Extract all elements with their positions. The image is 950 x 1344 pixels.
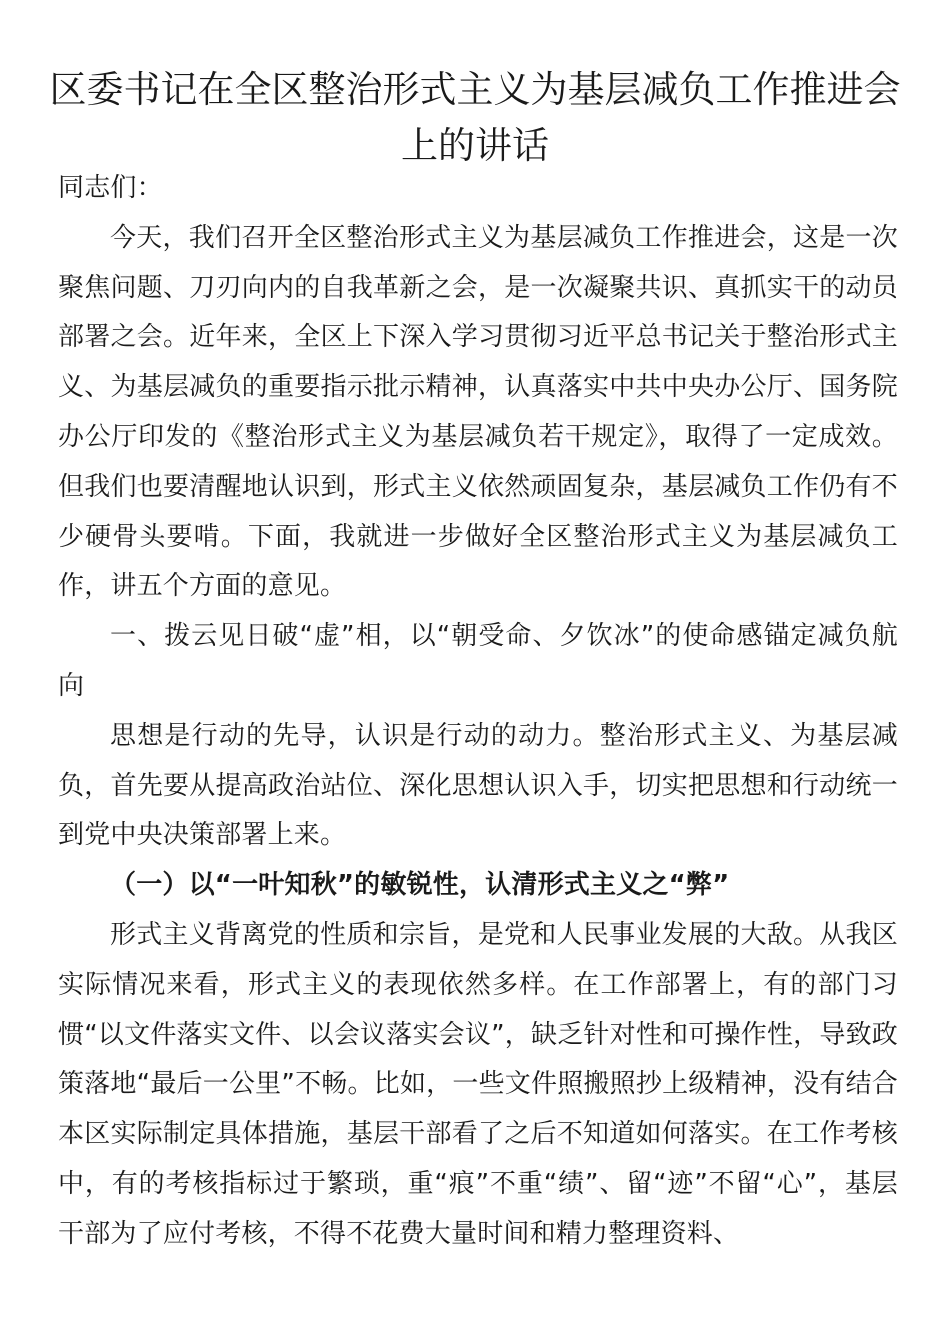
document-title: 区委书记在全区整治形式主义为基层减负工作推进会上的讲话 [49,68,901,167]
subsection-heading-1: （一）以“一叶知秋”的敏锐性，认清形式主义之“弊” [110,870,730,901]
paragraph-section-1: 思想是行动的先导，认识是行动的动力。整治形式主义、为基层减负，首先要从提高政治站位、深化思想认识入手，切实把思想和行动统一到党中央决策部署上来。 [58,720,898,851]
document-body [58,164,898,1260]
section-heading-1: 一、拨云见日破“虚”相，以“朝受命、夕饮冰”的使命感锚定减负航向 [58,621,898,701]
paragraph-intro: 今天，我们召开全区整治形式主义为基层减负工作推进会，这是一次聚焦问题、刀刃向内的自我革新之会，是一次凝聚共识、真抓实干的动员部署之会。近年来，全区上下深入学习贯彻习近平总书记关于整治形式主义、为基层减负的重要指示批示精神，认真落实中共中央办公厅、国务院办公厅印发的《整治形式主义为基层减负若干规定》，取得了一定成效。但我们也要清醒地认识到，形式主义依然顽固复杂，基层减负工作仍有不少硬骨头要啃。下面，我就进一步做好全区整治形式主义为基层减负工作，讲五个方面的意见。 [58,222,898,602]
paragraph-subsection-1: 形式主义背离党的性质和宗旨，是党和人民事业发展的大敌。从我区实际情况来看，形式主义的表现依然多样。在工作部署上，有的部门习惯“以文件落实文件、以会议落实会议”，缺乏针对性和可操作性，导致政策落地“最后一公里”不畅。比如，一些文件照搬照抄上级精神，没有结合本区实际制定具体措施，基层干部看了之后不知道如何落实。在工作考核中，有的考核指标过于繁琐，重“痕”不重“绩”、留“迹”不留“心”，基层干部为了应付考核，不得不花费大量时间和精力整理资料、 [58,919,898,1249]
greeting: 同志们： [58,173,163,203]
